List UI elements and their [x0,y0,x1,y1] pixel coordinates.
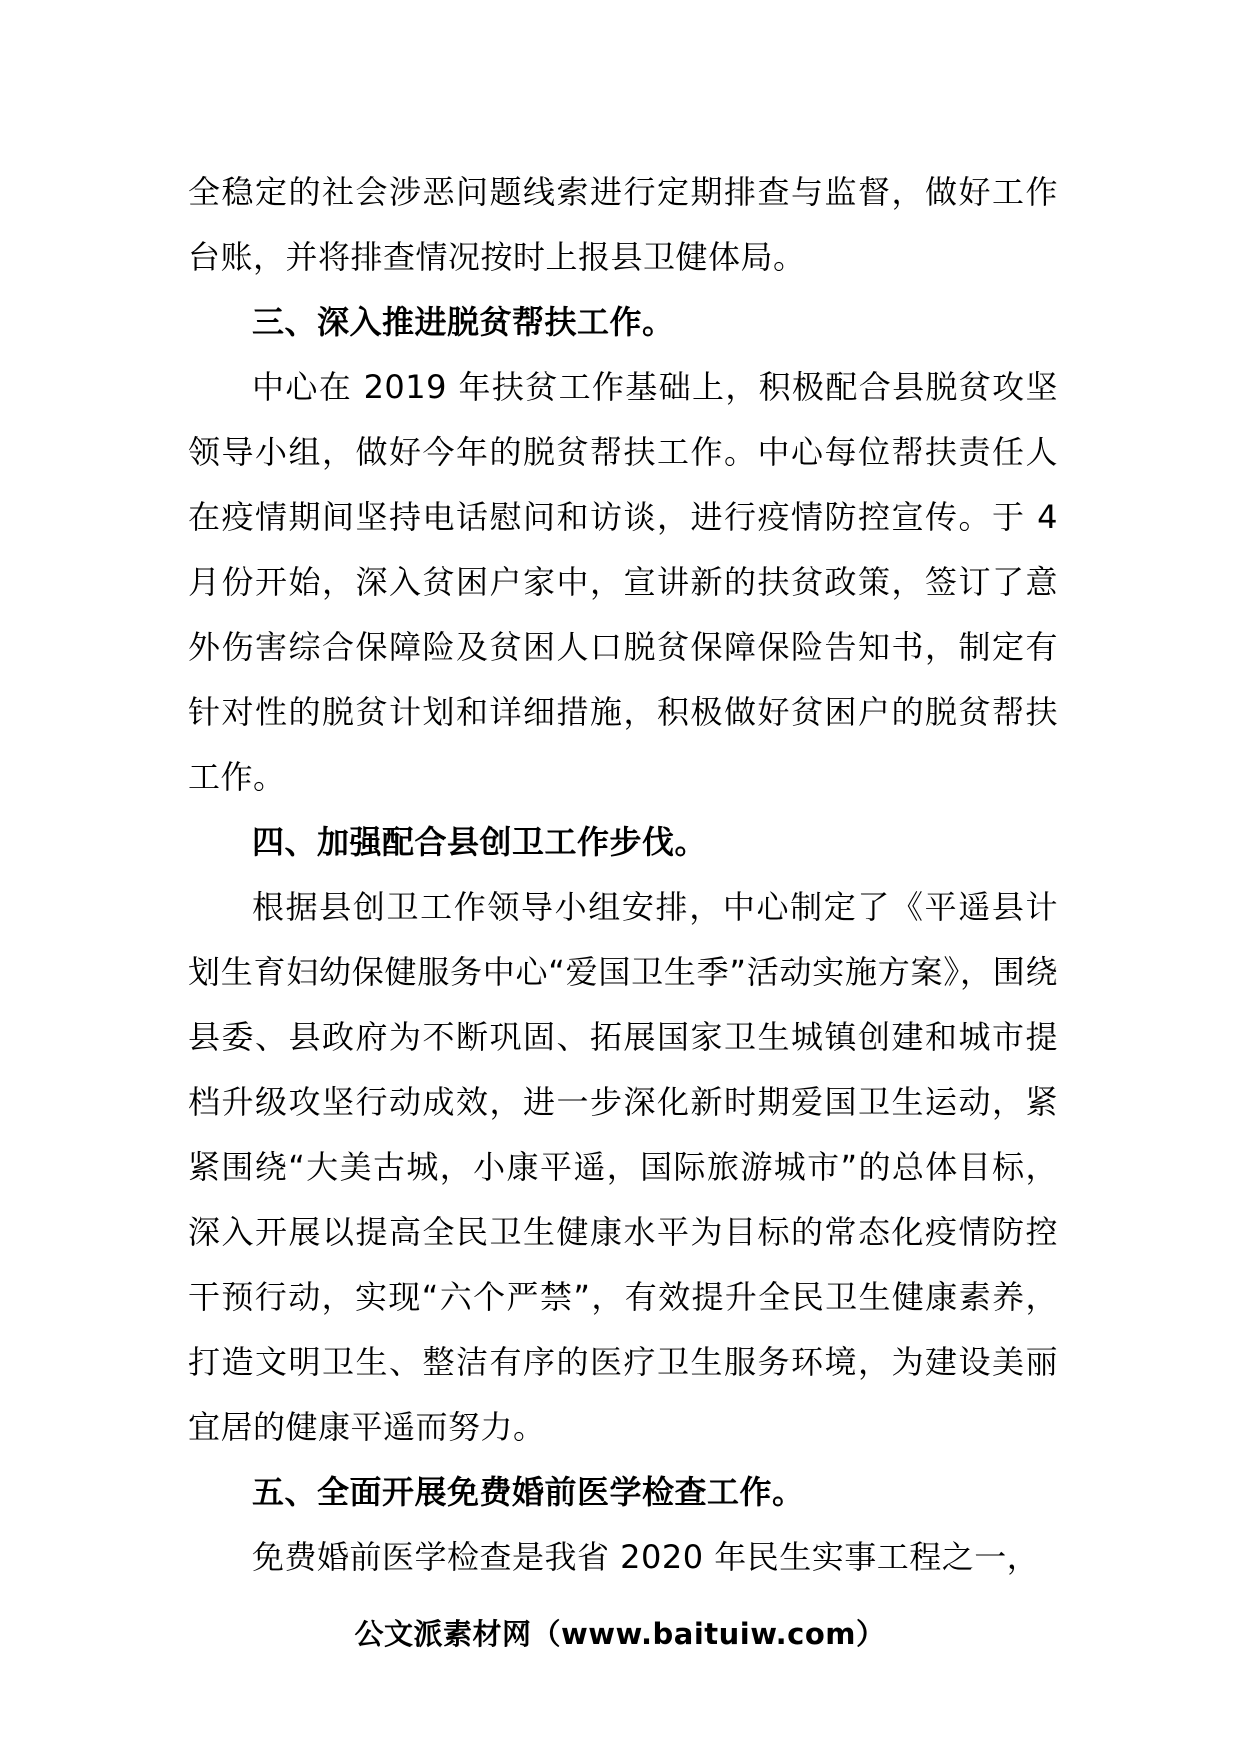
section-heading-5: 五、全面开展免费婚前医学检查工作。 [252,1473,805,1511]
section-heading-3: 三、深入推进脱贫帮扶工作。 [252,303,675,341]
paragraph-premarital-exam: 免费婚前医学检查是我省 2020 年民生实事工程之一， [252,1538,1040,1576]
document-body [188,160,1058,1590]
paragraph-sanitation: 根据县创卫工作领导小组安排，中心制定了《平遥县计划生育妇幼保健服务中心“爱国卫生季”活动实施方案》，围绕县委、县政府为不断巩固、拓展国家卫生城镇创建和城市提档升级攻坚行动成效，进一步深化新时期爱国卫生运动，紧紧围绕“大美古城，小康平遥，国际旅游城市”的总体目标，深入开展以提高全民卫生健康水平为目标的常态化疫情防控干预行动，实现“六个严禁”，有效提升全民卫生健康素养，打造文明卫生、整洁有序的医疗卫生服务环境，为建设美丽宜居的健康平遥而努力。 [188,888,1058,1446]
paragraph-continuation: 全稳定的社会涉恶问题线索进行定期排查与监督，做好工作台账，并将排查情况按时上报县卫健体局。 [188,173,1058,276]
page-footer-watermark: 公文派素材网（www.baituiw.com） [354,1617,886,1651]
paragraph-poverty-alleviation: 中心在 2019 年扶贫工作基础上，积极配合县脱贫攻坚领导小组，做好今年的脱贫帮扶工作。中心每位帮扶责任人在疫情期间坚持电话慰问和访谈，进行疫情防控宣传。于 4 月份开始，深入贫困户家中，宣讲新的扶贫政策，签订了意外伤害综合保障险及贫困人口脱贫保障保险告知书，制定有针对性的脱贫计划和详细措施，积极做好贫困户的脱贫帮扶工作。 [188,368,1058,796]
section-heading-4: 四、加强配合县创卫工作步伐。 [252,823,708,861]
